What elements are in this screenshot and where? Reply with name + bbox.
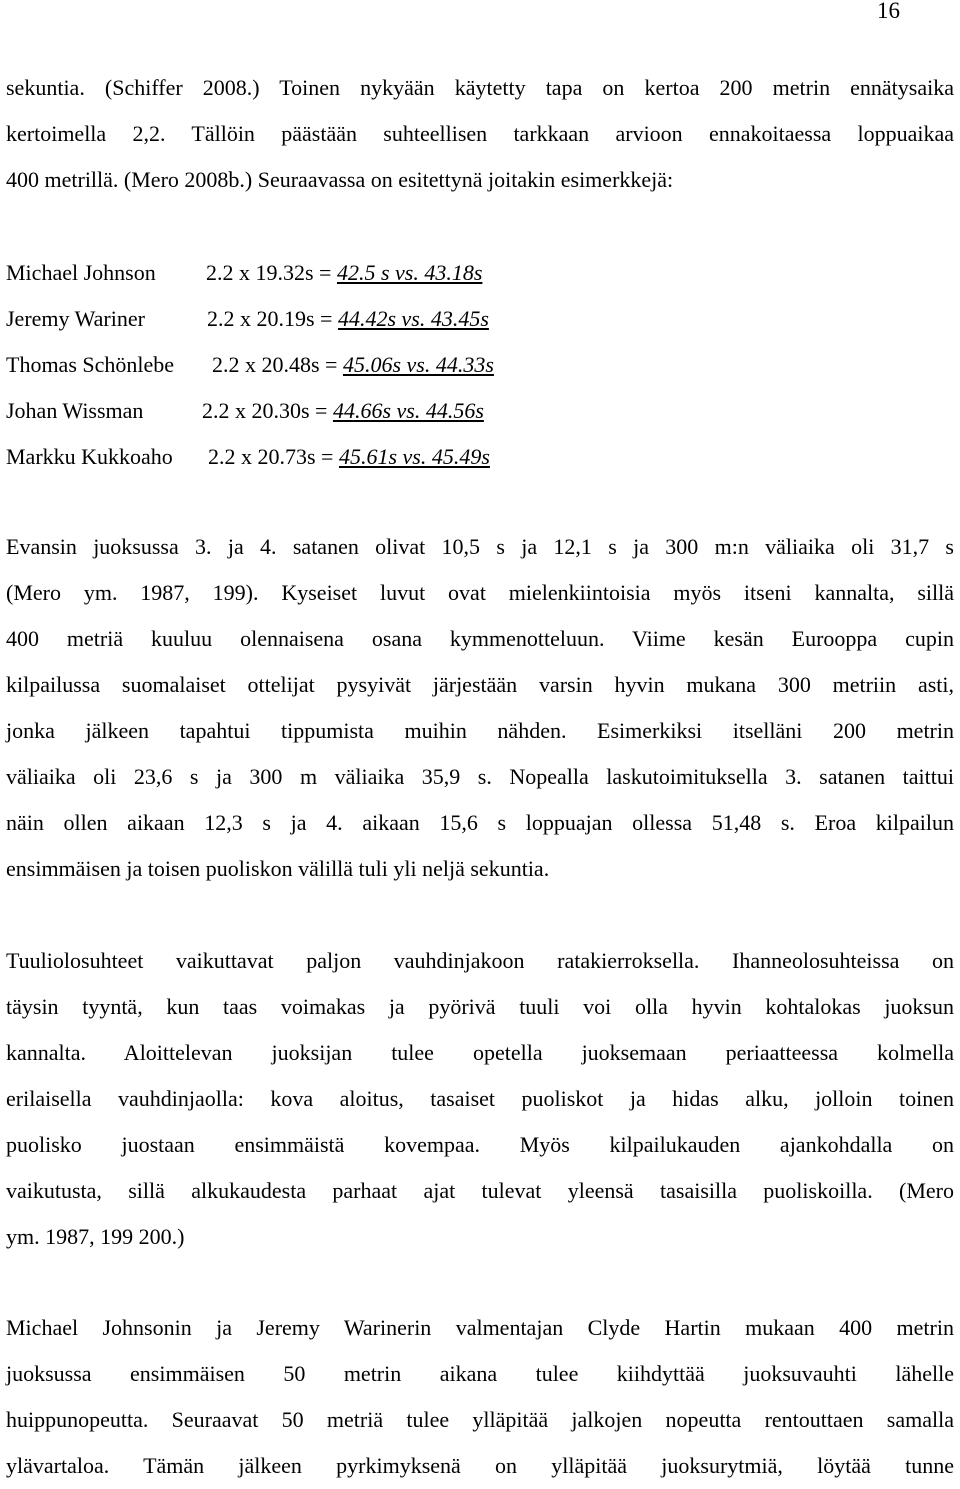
result: 42.5 s vs. 43.18s bbox=[336, 260, 483, 285]
calculation: 2.2 x 20.73s = bbox=[208, 444, 339, 469]
athlete-name: Michael Johnson bbox=[6, 260, 156, 285]
example-row bbox=[6, 342, 954, 388]
text-line: jonka jälkeen tapahtui tippumista muihin nähden. Esimerkiksi itselläni 200 metrin bbox=[6, 718, 954, 743]
text-line: 400 metriä kuuluu olennaisena osana kymmenotteluun. Viime kesän Eurooppa cupin bbox=[6, 626, 954, 651]
paragraph-2 bbox=[6, 524, 954, 892]
result: 45.06s vs. 44.33s bbox=[342, 352, 494, 377]
text-line: puolisko juostaan ensimmäistä kovempaa. Myös kilpailukauden ajankohdalla on bbox=[6, 1132, 954, 1157]
text-line: Michael Johnsonin ja Jeremy Warinerin valmentajan Clyde Hartin mukaan 400 metrin bbox=[6, 1315, 954, 1340]
text-line: ensimmäisen ja toisen puoliskon välillä tuli yli neljä sekuntia. bbox=[6, 856, 550, 881]
text-line: huippunopeutta. Seuraavat 50 metriä tulee ylläpitää jalkojen nopeutta rentouttaen samalla bbox=[6, 1407, 954, 1432]
athlete-name: Jeremy Wariner bbox=[6, 306, 145, 331]
result: 44.42s vs. 43.45s bbox=[337, 306, 489, 331]
paragraph-1 bbox=[6, 65, 954, 203]
text-line: Tuuliolosuhteet vaikuttavat paljon vauhdinjakoon ratakierroksella. Ihanneolosuhteissa on bbox=[6, 948, 954, 973]
result: 45.61s vs. 45.49s bbox=[338, 444, 490, 469]
calculation: 2.2 x 19.32s = bbox=[206, 260, 337, 285]
text-line: Evansin juoksussa 3. ja 4. satanen olivat 10,5 s ja 12,1 s ja 300 m:n väliaika oli 31,7 s bbox=[6, 534, 954, 559]
example-row bbox=[6, 250, 954, 296]
calculation: 2.2 x 20.19s = bbox=[207, 306, 338, 331]
example-row bbox=[6, 434, 954, 480]
text-line: vaikutusta, sillä alkukaudesta parhaat ajat tulevat yleensä tasaisilla puoliskoilla. (Mero bbox=[6, 1178, 954, 1203]
text-line: kannalta. Aloittelevan juoksijan tulee opetella juoksemaan periaatteessa kolmella bbox=[6, 1040, 954, 1065]
text-line: kertoimella 2,2. Tällöin päästään suhteellisen tarkkaan arvioon ennakoitaessa loppuaikaa bbox=[6, 121, 954, 146]
text-line: kilpailussa suomalaiset ottelijat pysyivät järjestään varsin hyvin mukana 300 metriin asti, bbox=[6, 672, 954, 697]
text-line: näin ollen aikaan 12,3 s ja 4. aikaan 15,6 s loppuajan ollessa 51,48 s. Eroa kilpailun bbox=[6, 810, 954, 835]
text-line: ylävartaloa. Tämän jälkeen pyrkimyksenä on ylläpitää juoksurytmiä, löytää tunne bbox=[6, 1453, 954, 1478]
result: 44.66s vs. 44.56s bbox=[332, 398, 484, 423]
example-row bbox=[6, 388, 954, 434]
text-line: 400 metrillä. (Mero 2008b.) Seuraavassa on esitettynä joitakin esimerkkejä: bbox=[6, 167, 674, 192]
examples-list bbox=[6, 250, 954, 480]
text-line: väliaika oli 23,6 s ja 300 m väliaika 35,9 s. Nopealla laskutoimituksella 3. satanen taittui bbox=[6, 764, 954, 789]
text-line: erilaisella vauhdinjaolla: kova aloitus, tasaiset puoliskot ja hidas alku, jolloin toinen bbox=[6, 1086, 954, 1111]
calculation: 2.2 x 20.48s = bbox=[212, 352, 343, 377]
page-number: 16 bbox=[877, 0, 900, 23]
text-line: sekuntia. (Schiffer 2008.) Toinen nykyään käytetty tapa on kertoa 200 metrin ennätysaika bbox=[6, 75, 954, 100]
athlete-name: Thomas Schönlebe bbox=[6, 352, 175, 377]
paragraph-3 bbox=[6, 938, 954, 1260]
text-line: ym. 1987, 199 200.) bbox=[6, 1224, 185, 1249]
paragraph-4 bbox=[6, 1305, 954, 1489]
text-line: (Mero ym. 1987, 199). Kyseiset luvut ovat mielenkiintoisia myös itseni kannalta, sillä bbox=[6, 580, 954, 605]
text-line: täysin tyyntä, kun taas voimakas ja pyörivä tuuli voi olla hyvin kohtalokas juoksun bbox=[6, 994, 954, 1019]
example-row bbox=[6, 296, 954, 342]
athlete-name: Johan Wissman bbox=[6, 398, 144, 423]
text-line: juoksussa ensimmäisen 50 metrin aikana tulee kiihdyttää juoksuvauhti lähelle bbox=[6, 1361, 954, 1386]
calculation: 2.2 x 20.30s = bbox=[202, 398, 333, 423]
athlete-name: Markku Kukkoaho bbox=[6, 444, 173, 469]
